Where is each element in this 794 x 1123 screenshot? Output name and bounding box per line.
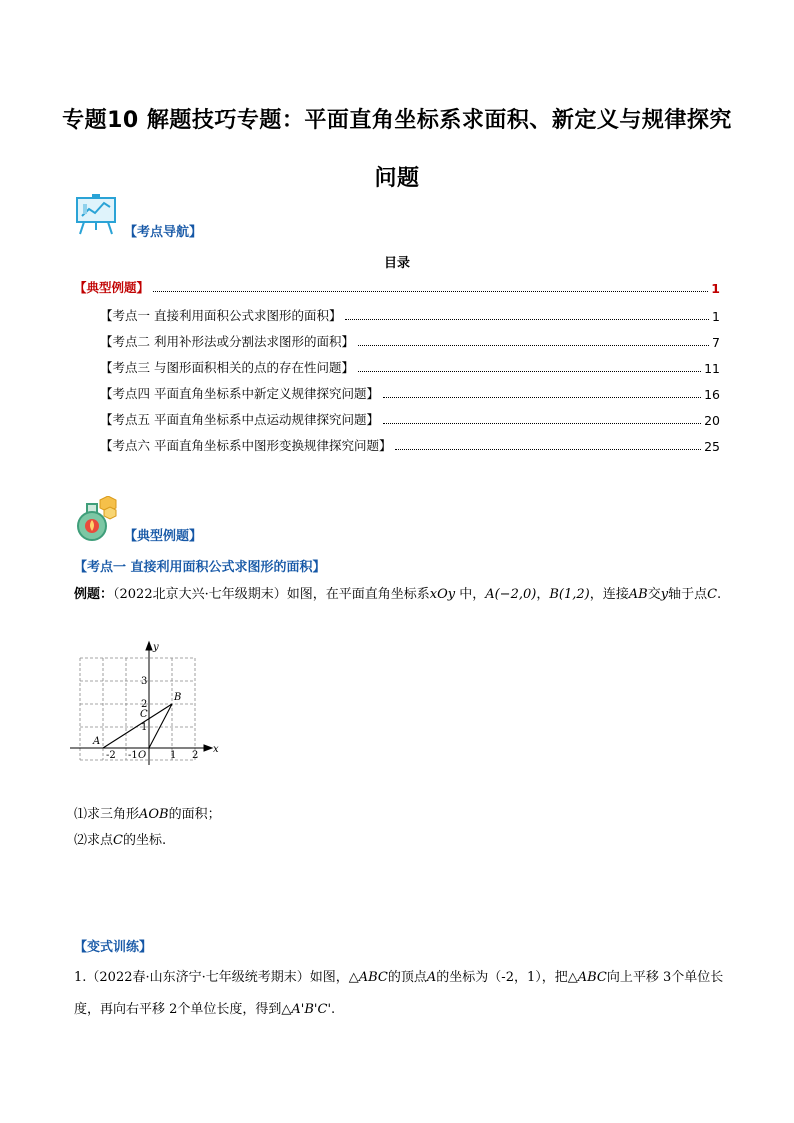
variant-heading: 【变式训练】 [74, 940, 153, 955]
math-point-b: B(1,2) [549, 587, 590, 602]
y-axis-arrow [146, 642, 152, 650]
example-text: ， [536, 587, 550, 602]
toc-leader [345, 319, 709, 320]
question-text: 的坐标. [122, 833, 167, 848]
example-lead: 例题： [74, 587, 114, 602]
y-axis-label: y [153, 642, 159, 653]
nav-section-header [74, 192, 274, 242]
example-text: . [717, 587, 722, 602]
examples-section-header [74, 496, 274, 546]
coordinate-graph [70, 640, 220, 765]
origin-label: O [138, 750, 147, 761]
toc-page-number: 7 [712, 335, 720, 350]
x-axis-label: x [213, 744, 219, 755]
toc-page-number: 11 [704, 361, 720, 376]
variant-text: 的坐标为（-2，1），把△ [436, 970, 578, 985]
toc-page-number: 1 [711, 281, 720, 296]
nav-heading: 【考点导航】 [124, 225, 203, 240]
page-title: 专题10 解题技巧专题：平面直角坐标系求面积、新定义与规律探究问题 [62, 108, 732, 191]
toc-entry-label: 【典型例题】 [74, 280, 150, 295]
triangle-aob [103, 704, 172, 748]
toc-page-number: 25 [704, 439, 720, 454]
toc-entry[interactable] [100, 330, 720, 350]
toc-leader [358, 345, 709, 346]
math-abc: ABC [577, 970, 607, 985]
variant-text: 1.（2022春·山东济宁·七年级统考期末）如图，△ [74, 970, 359, 985]
toc-entry-main[interactable] [74, 276, 720, 296]
toc-entry[interactable] [100, 356, 720, 376]
toc-entry[interactable] [100, 304, 720, 324]
toc-page-number: 1 [712, 309, 720, 324]
toc-entry-label: 【考点六 平面直角坐标系中图形变换规律探究问题】 [100, 438, 392, 453]
toc-entry[interactable] [100, 408, 720, 428]
x-tick-label: 1 [170, 750, 177, 761]
question-2 [74, 829, 166, 848]
variant-text: 向上平移 3个单位长度，再向右平移 2个单位长度，得到△ [74, 970, 724, 1017]
toc-entry-label: 【考点五 平面直角坐标系中点运动规律探究问题】 [100, 412, 379, 427]
math-ab: AB [628, 587, 648, 602]
x-tick-label: 2 [192, 750, 199, 761]
y-tick-label: 3 [141, 676, 148, 687]
toc-entry-label: 【考点二 利用补形法或分割法求图形的面积】 [100, 334, 354, 349]
math-aob: AOB [139, 807, 169, 822]
toc-page-number: 16 [704, 387, 720, 402]
toc-entry-label: 【考点一 直接利用面积公式求图形的面积】 [100, 308, 342, 323]
toc-title: 目录 [383, 256, 410, 271]
toc-leader [358, 371, 701, 372]
examples-heading: 【典型例题】 [124, 529, 203, 544]
example-text: 中， [455, 587, 486, 602]
math-c: C [113, 833, 123, 848]
x-tick-label: -1 [128, 750, 138, 761]
example-paragraph [74, 581, 728, 609]
question-1 [74, 803, 221, 822]
question-text: ⑵求点 [74, 833, 114, 848]
y-tick-label: 1 [141, 722, 148, 733]
toc-leader [395, 449, 701, 450]
question-text: ⑴求三角形 [74, 807, 140, 822]
point-label-b: B [174, 692, 182, 703]
toc-leader [383, 423, 701, 424]
toc-leader [153, 291, 708, 292]
point-label-a: A [93, 736, 101, 747]
toc-entry[interactable] [100, 382, 720, 402]
toc-page-number: 20 [704, 413, 720, 428]
toc-entry-label: 【考点四 平面直角坐标系中新定义规律探究问题】 [100, 386, 379, 401]
toc-entry-label: 【考点三 与图形面积相关的点的存在性问题】 [100, 360, 354, 375]
y-tick-label: 2 [141, 699, 148, 710]
kaodian-one-heading: 【考点一 直接利用面积公式求图形的面积】 [74, 560, 326, 575]
x-tick-label: -2 [106, 750, 116, 761]
math-y: y [660, 587, 669, 602]
chemistry-flask-icon [74, 496, 120, 542]
toc-entry[interactable] [100, 434, 720, 454]
variant-text: . [331, 1002, 336, 1017]
math-a: A [426, 970, 437, 985]
math-abc: ABC [358, 970, 388, 985]
math-c: C [707, 587, 718, 602]
math-xoy: xOy [429, 587, 456, 602]
x-axis-arrow [204, 745, 212, 751]
math-abc-prime: A'B'C' [291, 1002, 332, 1017]
math-point-a: A(−2,0) [485, 587, 537, 602]
example-text: 轴于点 [668, 587, 708, 602]
question-text: 的面积； [168, 807, 221, 822]
example-source: （2022北京大兴·七年级期末）如图，在平面直角坐标系 [113, 587, 430, 602]
point-label-c: C [140, 709, 148, 720]
presentation-board-icon [74, 192, 120, 238]
variant-paragraph [74, 962, 728, 1026]
toc-leader [383, 397, 701, 398]
example-text: 交 [647, 587, 661, 602]
variant-text: 的顶点 [387, 970, 427, 985]
example-text: ，连接 [589, 587, 629, 602]
